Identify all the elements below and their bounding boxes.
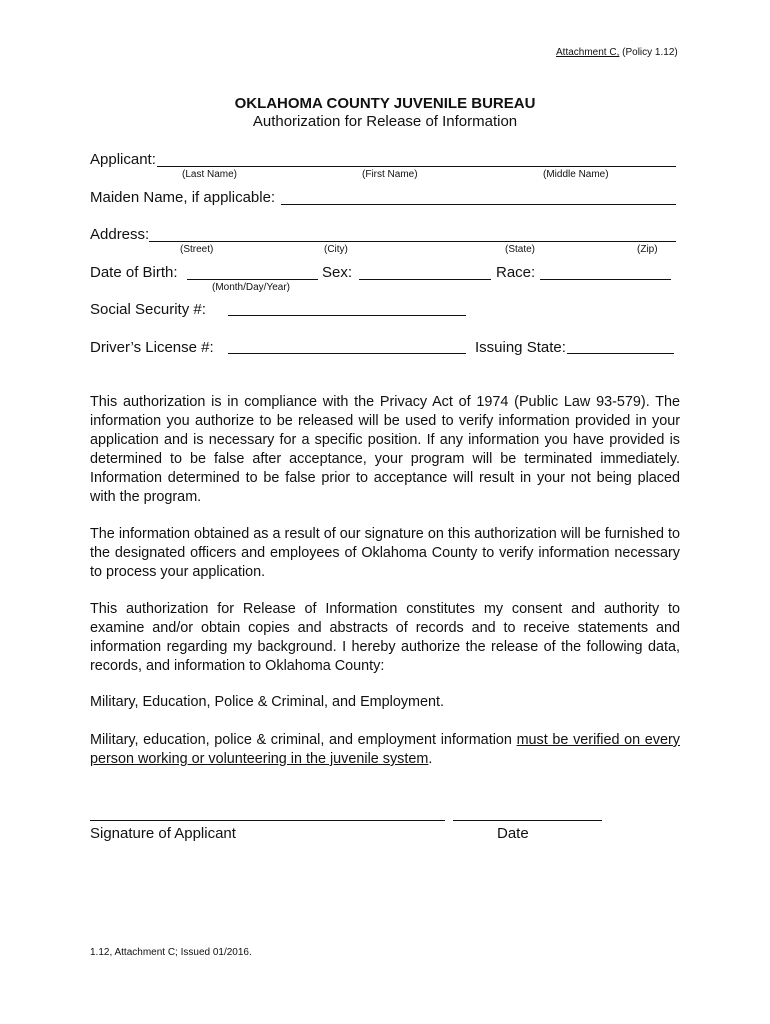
race-label: Race: [496,264,536,281]
consent-paragraph: This authorization for Release of Information constitutes my consent and authority to examine and/or obtain copies and abstracts of records and to receive statements and information regarding my background. I hereby authorize the release of the following data, records, and information to Oklahoma County: [90,601,680,674]
first-name-caption: (First Name) [362,169,418,180]
verification-period: . [428,751,433,767]
address-field[interactable] [149,241,676,242]
date-field[interactable] [453,820,602,821]
applicant-name-field[interactable] [157,166,676,167]
dob-caption: (Month/Day/Year) [212,282,290,293]
verification-text: Military, education, police & criminal, and employment information [90,732,517,748]
last-name-caption: (Last Name) [182,169,238,180]
signature-field[interactable] [90,820,445,821]
dob-field[interactable] [187,279,318,280]
state-caption: (State) [505,244,536,255]
zip-caption: (Zip) [637,244,658,255]
footer-note: 1.12, Attachment C; Issued 01/2016. [90,947,252,958]
privacy-act-paragraph: This authorization is in compliance with the Privacy Act of 1974 (Public Law 93-579). The information you authorize to be released will be used to verify information provided in your application and is necessary for a specific position. If any information you have provided is determined to be false after acceptance, your program will be terminated immediately. Information determined to be false prior to acceptance will result in your not being placed with the program. [90,394,680,505]
header-reference [556,47,678,58]
signature-label: Signature of Applicant [90,825,236,842]
information-use-paragraph: The information obtained as a result of our signature on this authorization will be furnished to the designated officers and employees of Oklahoma County to verify information necessary to process your application. [90,526,680,580]
sex-label: Sex: [322,264,353,281]
verification-emphasis: must be verified on every person working or volunteering in the juvenile system [90,732,680,767]
race-field[interactable] [540,279,671,280]
categories-paragraph: Military, Education, Police & Criminal, and Employment. [90,694,445,710]
license-field[interactable] [228,353,466,354]
page-title: OKLAHOMA COUNTY JUVENILE BUREAU [234,95,536,112]
ssn-label: Social Security #: [90,301,206,318]
street-caption: (Street) [180,244,214,255]
middle-name-caption: (Middle Name) [543,169,609,180]
policy-label: (Policy 1.12) [622,47,678,58]
applicant-label: Applicant: [90,151,156,168]
dob-label: Date of Birth: [90,264,178,281]
maiden-name-field[interactable] [281,204,676,205]
maiden-name-label: Maiden Name, if applicable: [90,189,276,206]
date-label: Date [497,825,529,842]
attachment-label: Attachment C, [556,47,620,58]
ssn-field[interactable] [228,315,466,316]
license-label: Driver’s License #: [90,339,214,356]
issuing-state-field[interactable] [567,353,674,354]
city-caption: (City) [324,244,348,255]
verification-paragraph [90,731,680,769]
address-label: Address: [90,226,150,243]
page-subtitle: Authorization for Release of Information [252,113,518,130]
sex-field[interactable] [359,279,491,280]
issuing-state-label: Issuing State: [475,339,566,356]
